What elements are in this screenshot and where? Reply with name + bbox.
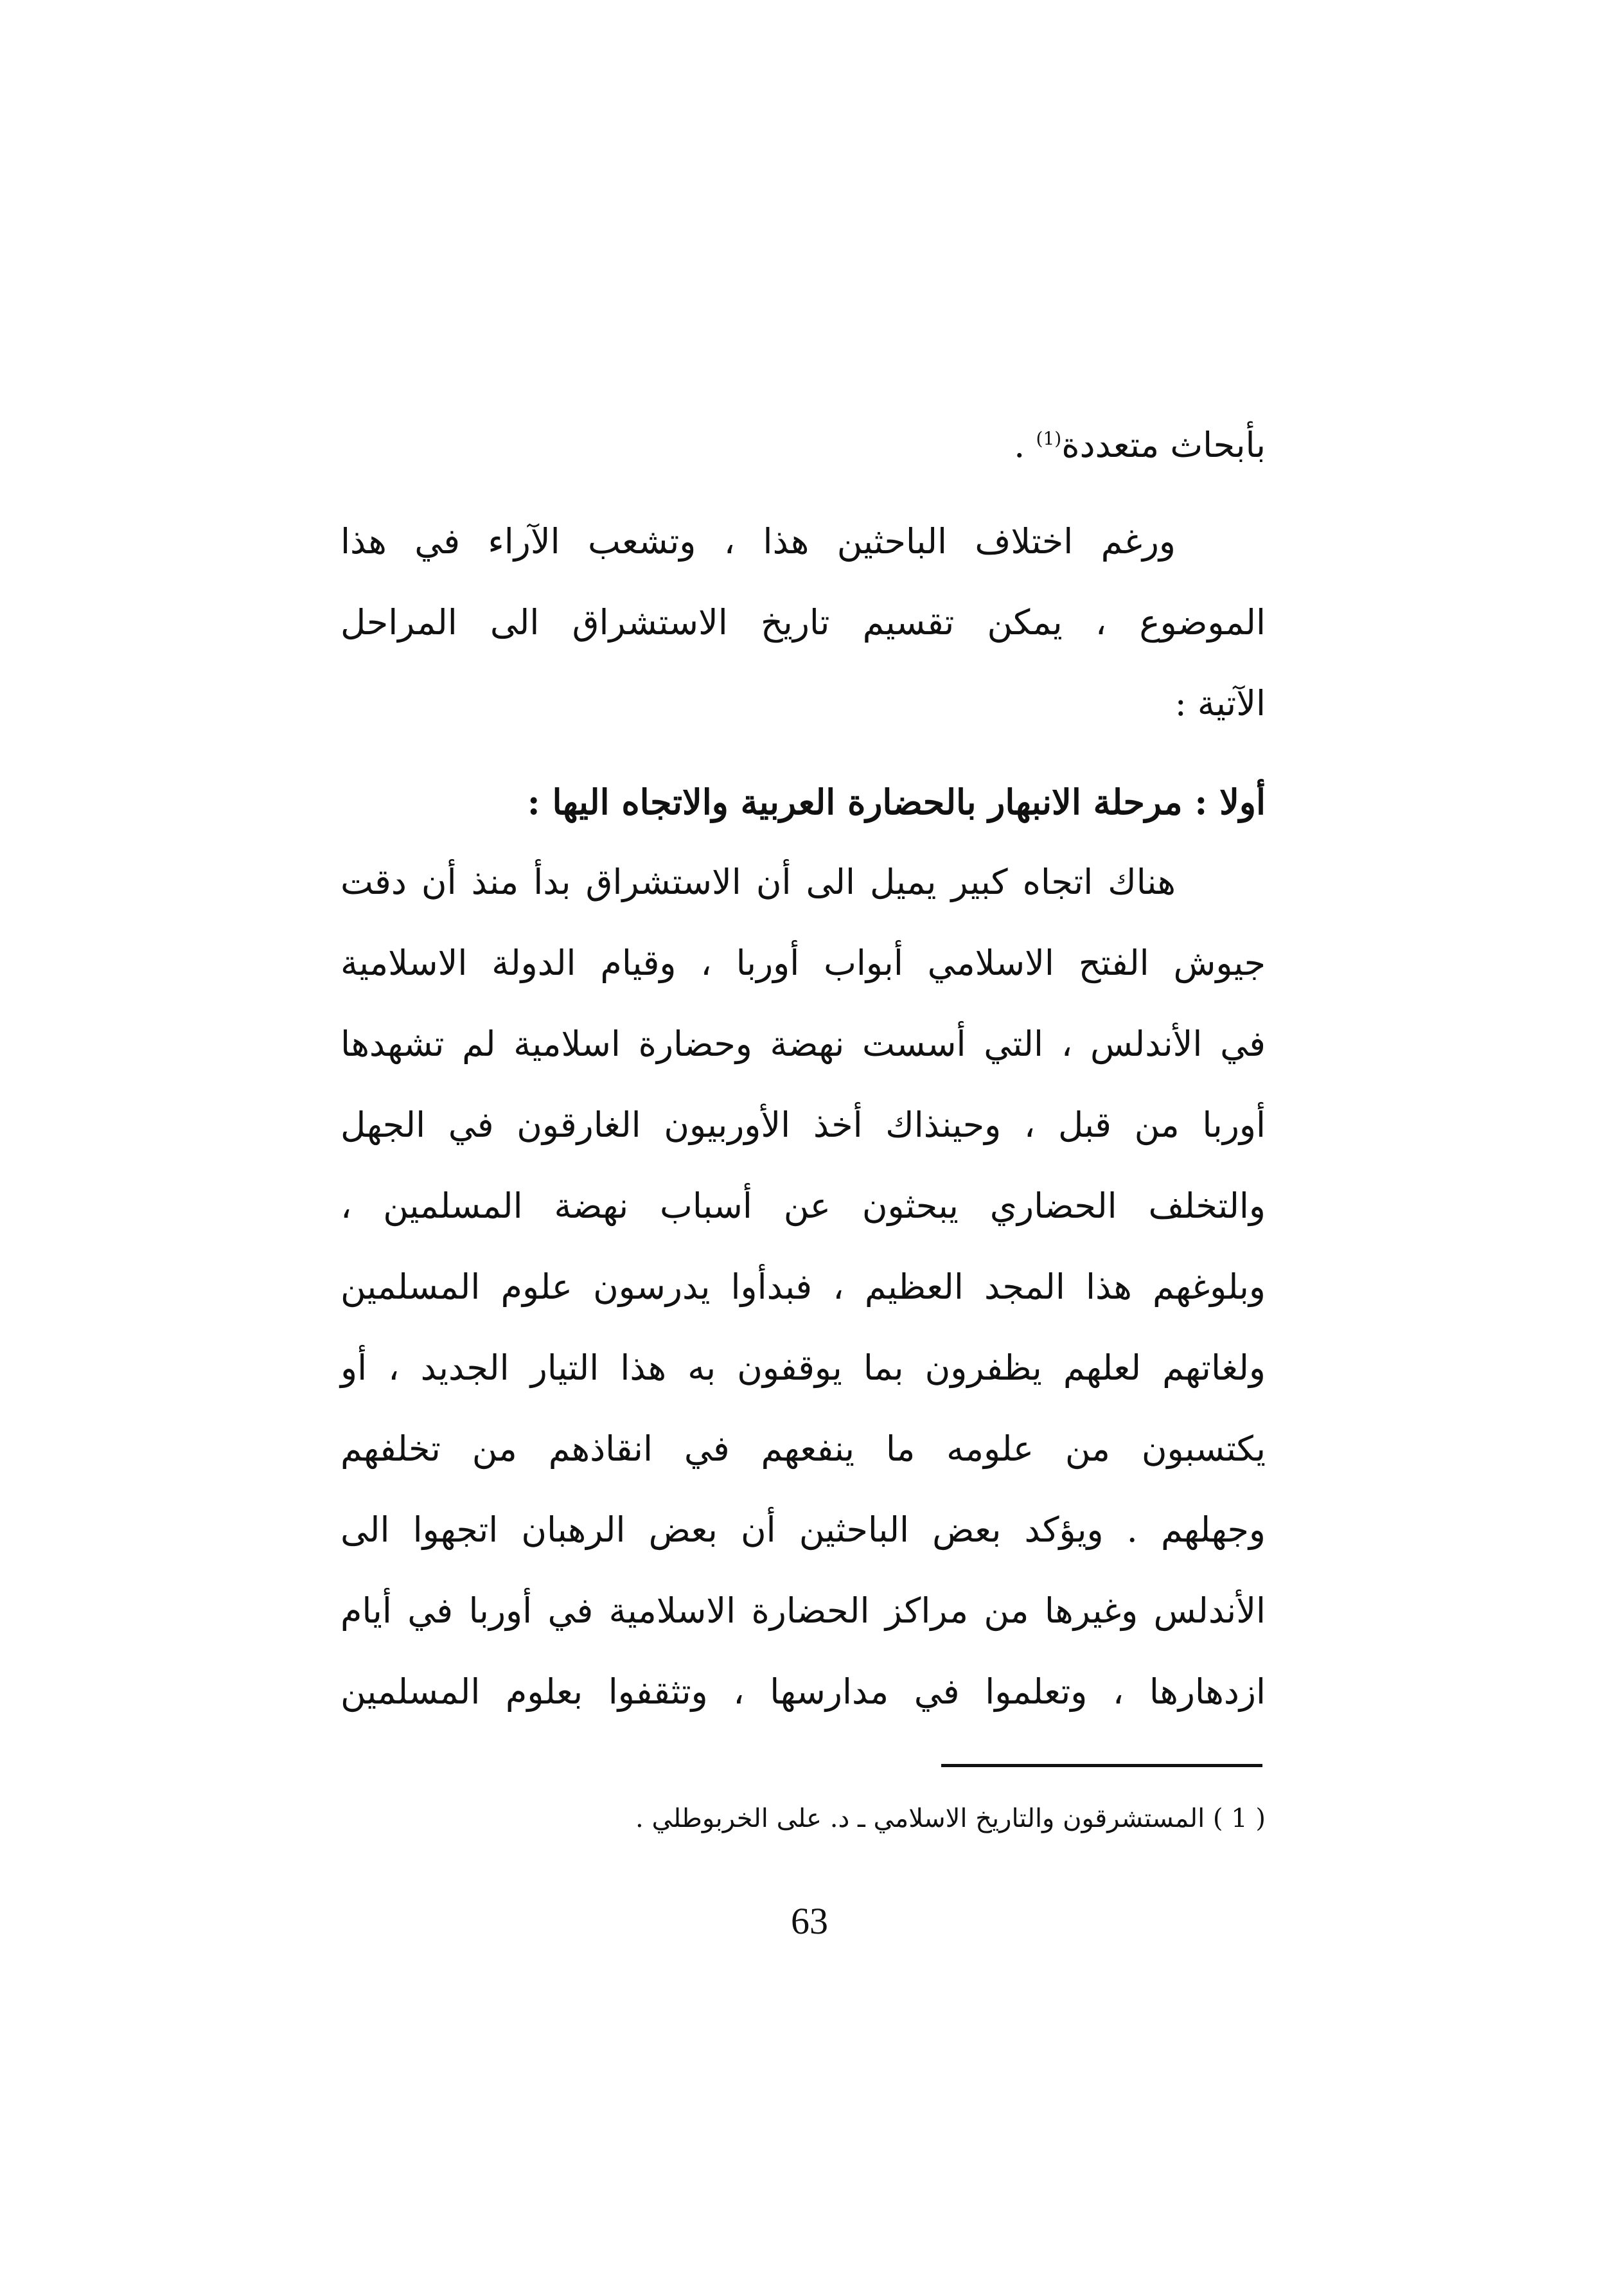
top-line-text: بأبحاث متعددة [1061,425,1266,465]
paragraph-2-line-4: أوربا من قبل ، وحينذاك أخذ الأوربيون الغارقون في الجهل [341,1105,1266,1145]
paragraph-2-line-8: يكتسبون من علومه ما ينفعهم في انقاذهم من تخلفهم [341,1428,1266,1469]
top-line [341,405,1266,486]
paragraph-1-line-3: الآتية : [1174,683,1266,724]
section-heading: أولا : مرحلة الانبهار بالحضارة العربية والاتجاه اليها : [527,781,1266,823]
paragraph-2-line-7: ولغاتهم لعلهم يظفرون بما يوقفون به هذا التيار الجديد ، أو [341,1348,1266,1388]
paragraph-2-line-5: والتخلف الحضاري يبحثون عن أسباب نهضة المسلمين ، [341,1186,1266,1226]
paragraph-2-line-6: وبلوغهم هذا المجد العظيم ، فبدأوا يدرسون علوم المسلمين [341,1267,1266,1307]
paragraph-2-line-3: في الأندلس ، التي أسست نهضة وحضارة اسلامية لم تشهدها [341,1024,1266,1064]
footnote-marker: (1) [1036,428,1062,449]
paragraph-1-line-2: الموضوع ، يمكن تقسيم تاريخ الاستشراق الى المراحل [341,602,1266,643]
footnote: ( 1 ) المستشرقون والتاريخ الاسلامي ـ د. على الخربوطلي . [635,1804,1266,1833]
paragraph-2-line-1: هناك اتجاه كبير يميل الى أن الاستشراق بدأ منذ أن دقت [341,862,1176,902]
paragraph-2 [341,842,1266,1732]
paragraph-1-line-1: ورغم اختلاف الباحثين هذا ، وتشعب الآراء في هذا [341,521,1176,562]
page-number: 63 [791,1900,828,1942]
top-line-end: . [1014,425,1036,465]
paragraph-2-line-2: جيوش الفتح الاسلامي أبواب أوربا ، وقيام الدولة الاسلامية [341,943,1266,983]
footnote-divider [941,1764,1262,1767]
paragraph-2-line-11: ازدهارها ، وتعلموا في مدارسها ، وتثقفوا بعلوم المسلمين [341,1671,1266,1712]
paragraph-2-line-10: الأندلس وغيرها من مراكز الحضارة الاسلامية في أوربا في أيام [341,1590,1266,1631]
section-heading-block [341,761,1266,842]
top-line-block [341,405,1266,486]
paragraph-2-line-9: وجهلهم . ويؤكد بعض الباحثين أن بعض الرهبان اتجهوا الى [341,1509,1266,1550]
paragraph-1 [341,501,1266,744]
